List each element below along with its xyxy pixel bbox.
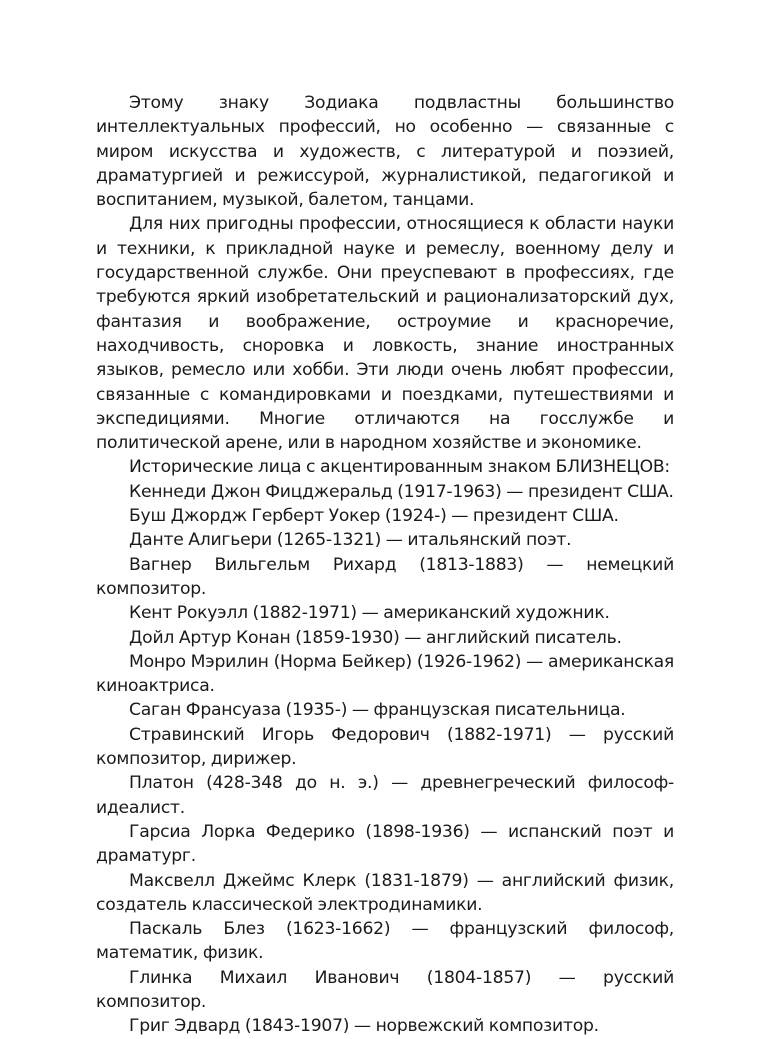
person-entry: Кеннеди Джон Фицджеральд (1917-1963) — президент США.	[129, 481, 674, 502]
person-entry: Дойл Артур Конан (1859-1930) — английский писатель.	[129, 627, 622, 648]
person-entry: Платон (428-348 до н. э.) — древнегреческий философ-идеалист.	[96, 773, 674, 818]
person-entry: Монро Мэрилин (Норма Бейкер) (1926-1962) — американская киноактриса.	[96, 651, 674, 697]
person-entry: Буш Джордж Герберт Уокер (1924-) — президент США.	[129, 506, 619, 527]
paragraph-historical-intro: Исторические лица с акцентированным знаком БЛИЗНЕЦОВ:	[129, 457, 670, 478]
person-entry: Гарсиа Лорка Федерико (1898-1936) — испанский поэт и драматург.	[96, 821, 674, 867]
person-entry: Григ Эдвард (1843-1907) — норвежский композитор.	[129, 1016, 599, 1037]
paragraph-professions-science: Для них пригодны профессии, относящиеся к области науки и техники, к прикладной науке и ремеслу, военному делу и государственной службе. Они преуспевают в профессиях, где требуются яркий изобретательский и рационализаторский дух, фантазия и воображение, остроумие и красноречие, находчивость, сноровка и ловкость, знание иностранных языков, ремесло или хобби. Эти люди очень любят профессии, связанные с командировками и поездками, путешествиями и экспедициями. Многие отличаются на госслужбе и политической арене, или в народном хозяйстве и экономике.	[96, 214, 674, 454]
person-entry: Данте Алигьери (1265-1321) — итальянский поэт.	[129, 530, 572, 551]
person-entry: Паскаль Блез (1623-1662) — французский философ, математик, физик.	[96, 919, 674, 964]
person-entry: Кент Рокуэлл (1882-1971) — американский художник.	[129, 603, 610, 624]
paragraph-professions-arts: Этому знаку Зодиака подвластны большинство интеллектуальных профессий, но особенно — связанные с миром искусства и художеств, с литературой и поэзией, драматургией и режиссурой, журналистикой, педагогикой и воспитанием, музыкой, балетом, танцами.	[96, 93, 674, 211]
person-entry: Максвелл Джеймс Клерк (1831-1879) — английский физик, создатель классической электродинамики.	[96, 870, 674, 915]
document-page	[96, 91, 674, 1039]
person-entry: Саган Франсуаза (1935-) — французская писательница.	[129, 700, 626, 721]
person-entry: Глинка Михаил Иванович (1804-1857) — русский композитор.	[96, 967, 674, 1012]
person-entry: Стравинский Игорь Федорович (1882-1971) — русский композитор, дирижер.	[96, 724, 674, 770]
person-entry: Вагнер Вильгельм Рихард (1813-1883) — немецкий композитор.	[96, 554, 674, 599]
